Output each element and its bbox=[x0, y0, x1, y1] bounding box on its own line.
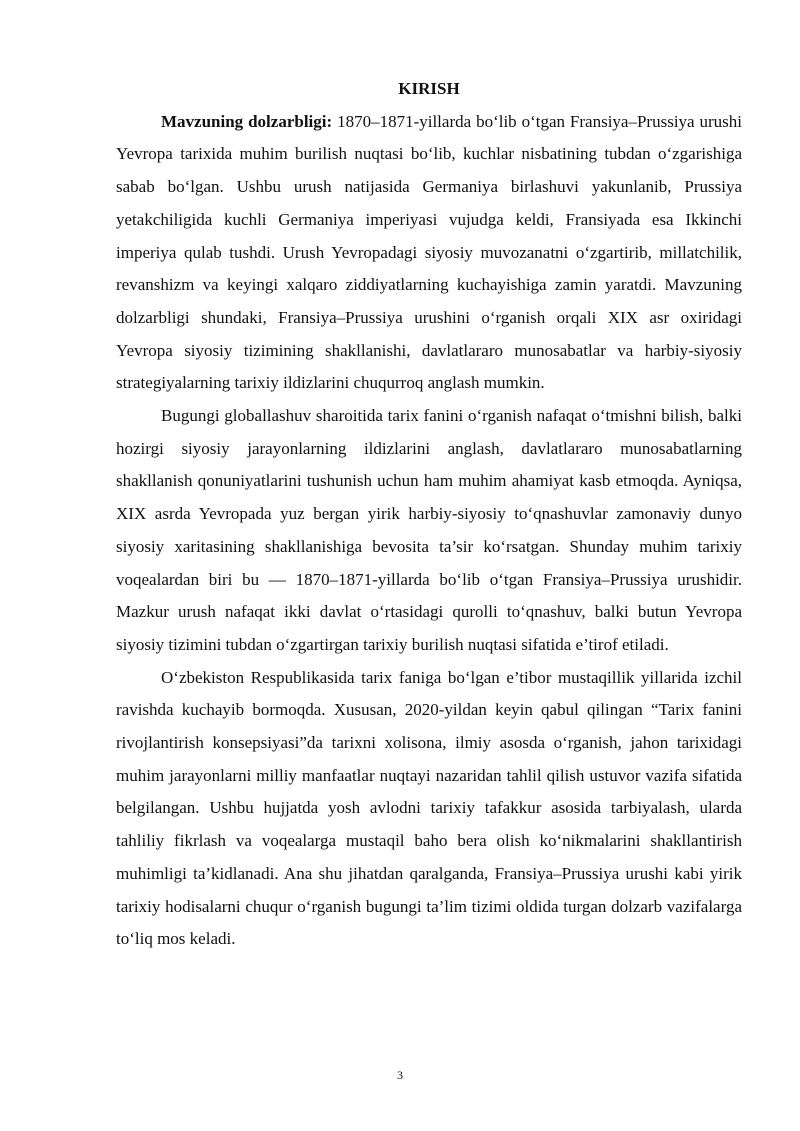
section-heading: KIRISH bbox=[398, 79, 460, 98]
paragraph-lead: Mavzuning dolzarbligi: bbox=[161, 111, 333, 131]
paragraph-text: 1870–1871-yillarda bo‘lib o‘tgan Fransiya–Prussiya urushi Yevropa tarixida muhim burilish nuqtasi bo‘lib, kuchlar nisbatining tubdan o‘zgarishiga sabab bo‘lgan. Ushbu urush natijasida Germaniya birlashuvi yakunlanib, Prussiya yetakchiligida kuchli Germaniya imperiyasi vujudga keldi, Fransiyada esa Ikkinchi imperiya qulab tushdi. Urush Yevropadagi siyosiy muvozanatni o‘zgartirib, millatchilik, revanshizm va keyingi xalqaro ziddiyatlarning kuchayishiga zamin yaratdi. Mavzuning dolzarbligi shundaki, Fransiya–Prussiya urushini o‘rganish orqali XIX asr oxiridagi Yevropa siyosiy tizimining shakllanishi, davlatlararo munosabatlar va harbiy-siyosiy strategiyalarning tarixiy ildizlarini chuqurroq anglash mumkin. bbox=[116, 111, 743, 393]
paragraph-globalization: Bugungi globallashuv sharoitida tarix fanini o‘rganish nafaqat o‘tmishni bilish, balki hozirgi siyosiy jarayonlarning ildizlarini anglash, davlatlararo munosabatlarning shakllanish qonuniyatlarini tushunish uchun ham muhim ahamiyat kasb etmoqda. Ayniqsa, XIX asrda Yevropada yuz bergan yirik harbiy-siyosiy to‘qnashuvlar zamonaviy dunyo siyosiy xaritasining shakllanishiga bevosita ta’sir ko‘rsatgan. Shunday muhim tarixiy voqealardan biri bu — 1870–1871-yillarda bo‘lib o‘tgan Fransiya–Prussiya urushidir. Mazkur urush nafaqat ikki davlat o‘rtasidagi qurolli to‘qnashuv, balki butun Yevropa siyosiy tizimini tubdan o‘zgartirgan tarixiy burilish nuqtasi sifatida e’tirof etiladi. bbox=[116, 406, 742, 654]
page-content bbox=[116, 73, 742, 956]
paragraph-uzbekistan: O‘zbekiston Respublikasida tarix faniga bo‘lgan e’tibor mustaqillik yillarida izchil ravishda kuchayib bormoqda. Xususan, 2020-yildan keyin qabul qilingan “Tarix fanini rivojlantirish konsepsiyasi”da tarixni xolisona, ilmiy asosda o‘rganish, jahon tarixidagi muhim jarayonlarni milliy manfaatlar nuqtayi nazaridan tahlil qilish ustuvor vazifa sifatida belgilangan. Ushbu hujjatda yosh avlodni tarixiy tafakkur asosida tarbiyalash, ularda tahliliy fikrlash va voqealarga mustaqil baho bera olish ko‘nikmalarini shakllantirish muhimligi ta’kidlanadi. Ana shu jihatdan qaralganda, Fransiya–Prussiya urushi kabi yirik tarixiy hodisalarni chuqur o‘rganish bugungi ta’lim tizimi oldida turgan dolzarb vazifalarga to‘liq mos keladi. bbox=[116, 667, 742, 949]
paragraph-relevance bbox=[116, 106, 742, 400]
page-number: 3 bbox=[397, 1068, 403, 1082]
